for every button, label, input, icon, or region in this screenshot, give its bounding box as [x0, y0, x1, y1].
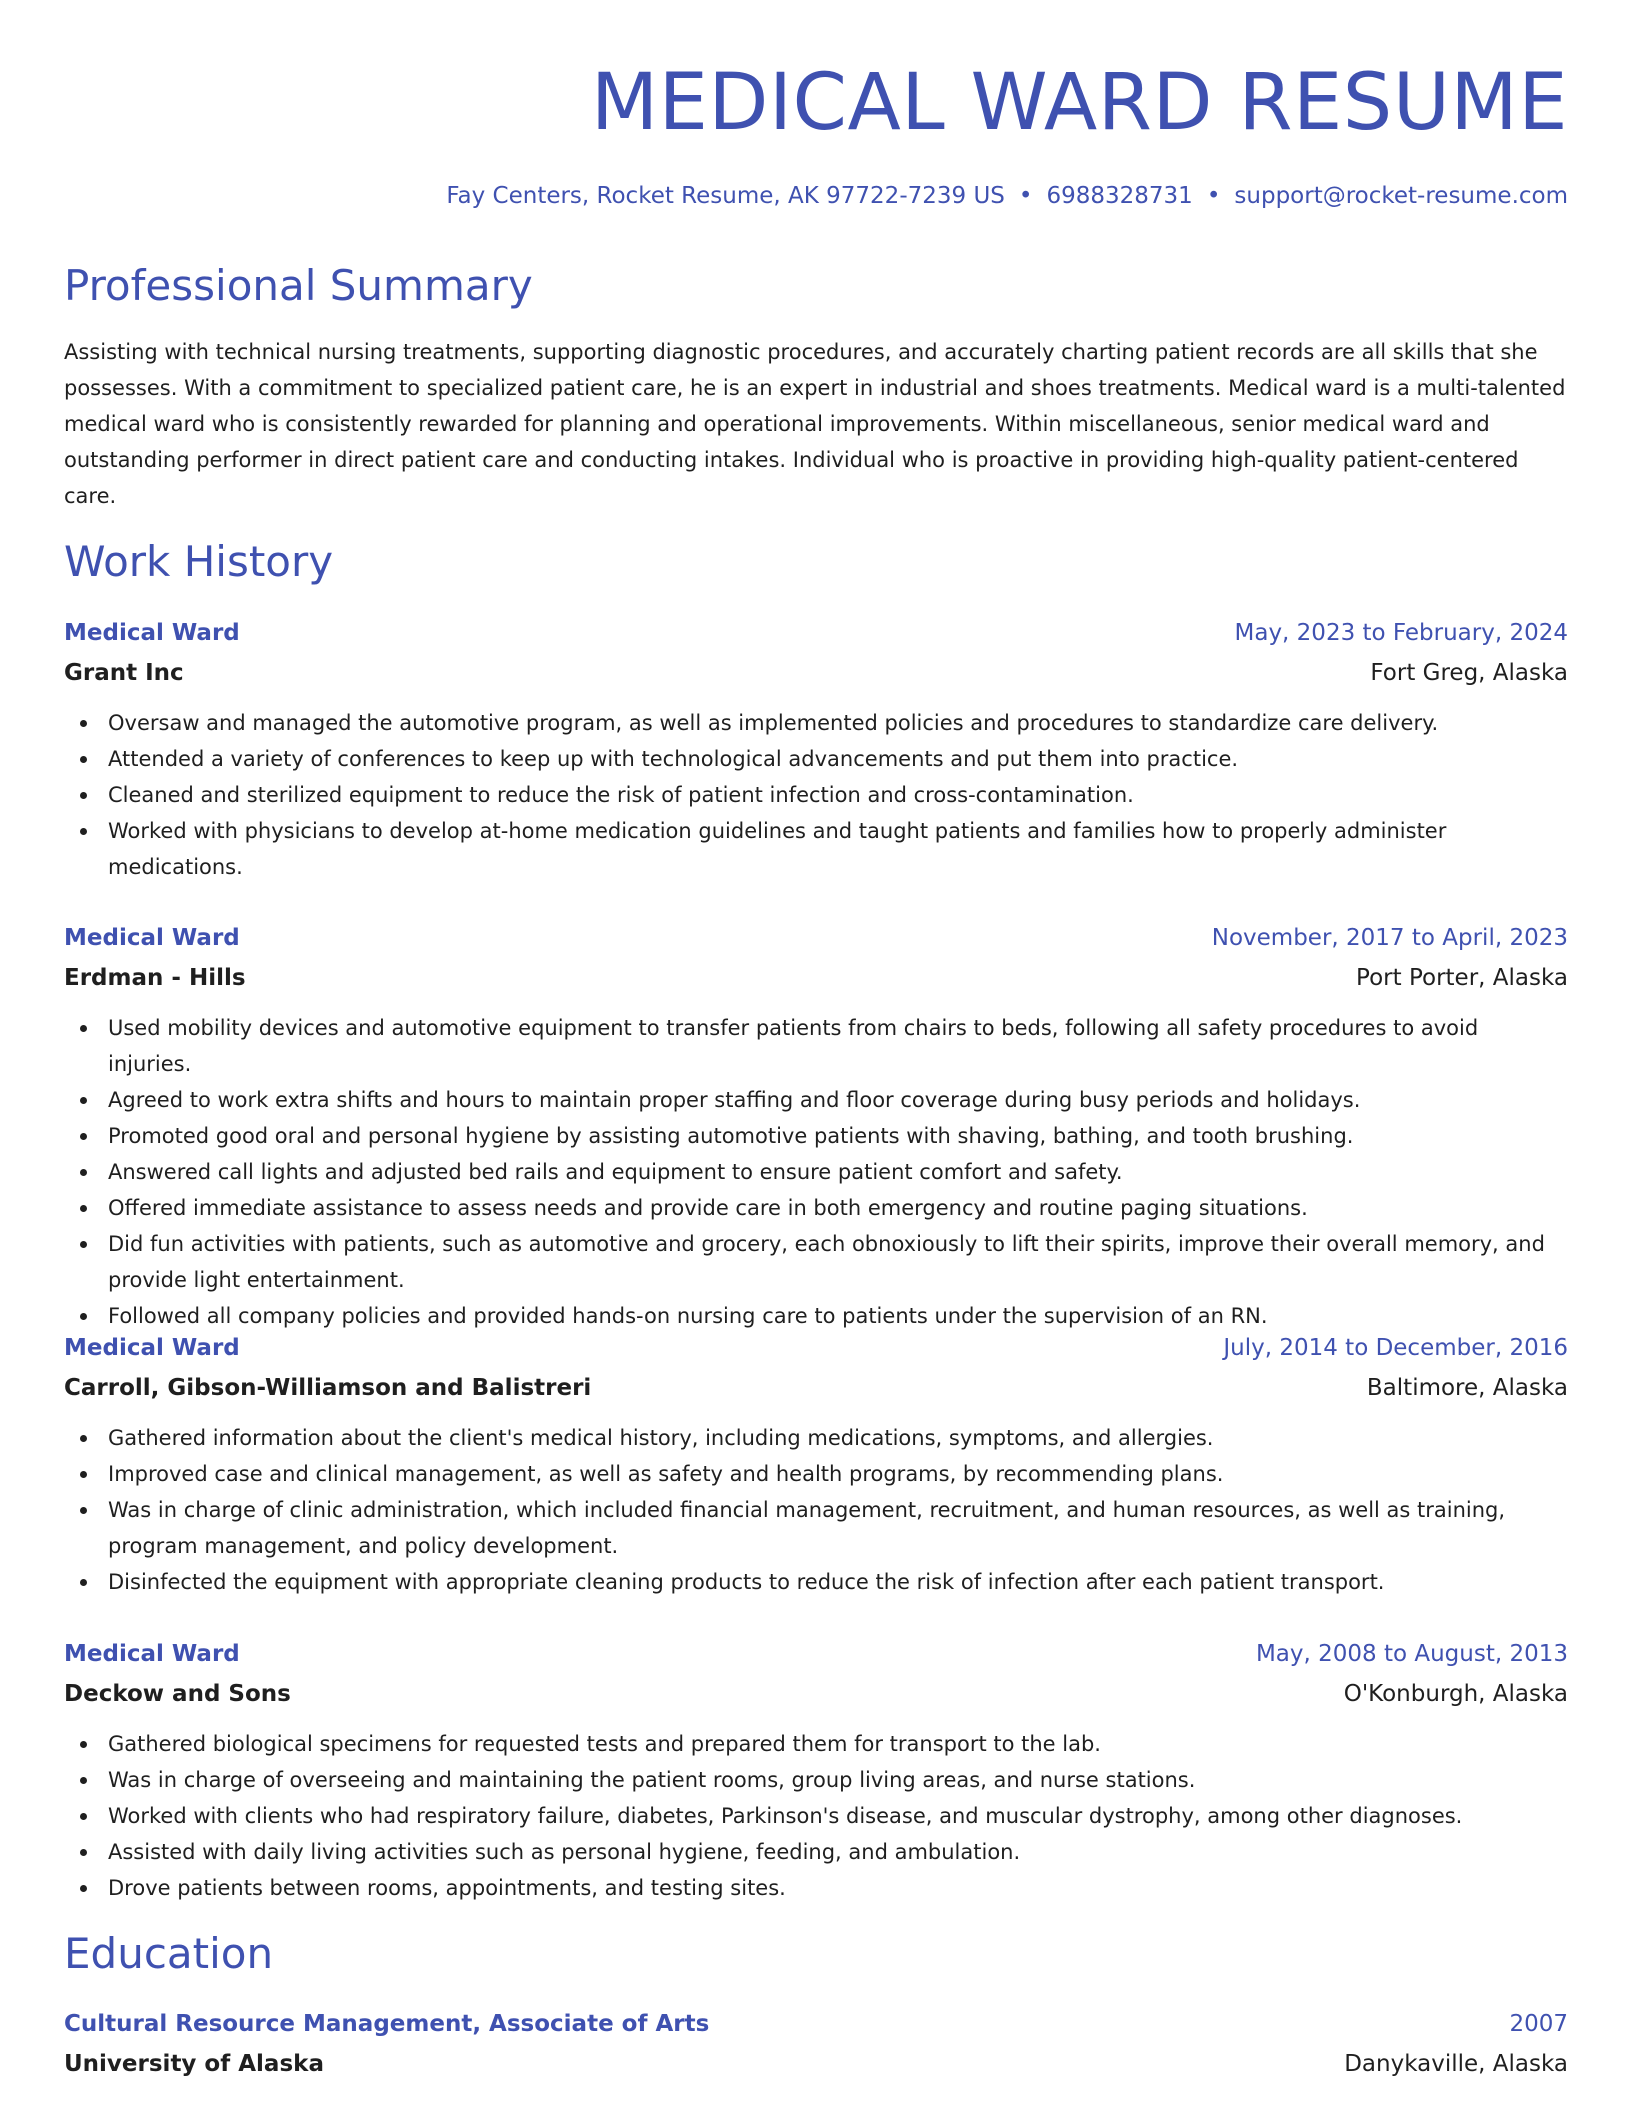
job-bullet: Gathered biological specimens for requested tests and prepared them for transport to the lab. — [64, 1726, 1568, 1762]
job-company: Grant Inc — [64, 660, 184, 686]
job-bullets — [64, 705, 1568, 885]
job-bullet: Agreed to work extra shifts and hours to maintain proper staffing and floor coverage during busy periods and holidays. — [64, 1082, 1568, 1118]
job-role: Medical Ward — [64, 925, 240, 951]
job-company-row — [64, 653, 1568, 693]
contact-separator: • — [1206, 183, 1221, 209]
education-school: University of Alaska — [64, 2051, 324, 2077]
job-header-row — [64, 613, 1568, 653]
job-location: Port Porter, Alaska — [1356, 965, 1568, 991]
job-bullet: Drove patients between rooms, appointments, and testing sites. — [64, 1870, 1568, 1906]
job-bullet: Assisted with daily living activities such as personal hygiene, feeding, and ambulation. — [64, 1834, 1568, 1870]
job-entry — [64, 1328, 1568, 1600]
job-dates: November, 2017 to April, 2023 — [1211, 925, 1568, 951]
job-company-row — [64, 958, 1568, 998]
contact-email: support@rocket-resume.com — [1234, 183, 1568, 209]
job-dates: May, 2023 to February, 2024 — [1234, 620, 1568, 646]
job-bullet: Worked with clients who had respiratory failure, diabetes, Parkinson's disease, and muscular dystrophy, among other diagnoses. — [64, 1798, 1568, 1834]
job-company: Deckow and Sons — [64, 1681, 291, 1707]
job-header-row — [64, 1634, 1568, 1674]
job-bullet: Oversaw and managed the automotive program, as well as implemented policies and procedures to standardize care delivery. — [64, 705, 1568, 741]
contact-address: Fay Centers, Rocket Resume, AK 97722-7239 US — [446, 183, 1005, 209]
job-bullet: Followed all company policies and provided hands-on nursing care to patients under the supervision of an RN. — [64, 1298, 1568, 1334]
job-role: Medical Ward — [64, 1641, 240, 1667]
job-bullet: Was in charge of clinic administration, which included financial management, recruitment, and human resources, as well as training, program management, and policy development. — [64, 1492, 1568, 1564]
job-header-row — [64, 918, 1568, 958]
work-history-title: Work History — [64, 537, 334, 586]
job-role: Medical Ward — [64, 1335, 240, 1361]
summary-title: Professional Summary — [64, 261, 533, 310]
job-bullet: Was in charge of overseeing and maintaining the patient rooms, group living areas, and nurse stations. — [64, 1762, 1568, 1798]
job-bullets — [64, 1010, 1568, 1334]
education-header-row — [64, 2004, 1568, 2044]
job-bullet: Disinfected the equipment with appropriate cleaning products to reduce the risk of infection after each patient transport. — [64, 1564, 1568, 1600]
job-bullets — [64, 1726, 1568, 1906]
education-title: Education — [64, 1929, 274, 1978]
job-bullet: Improved case and clinical management, as well as safety and health programs, by recommending plans. — [64, 1456, 1568, 1492]
education-degree: Cultural Resource Management, Associate of Arts — [64, 2011, 710, 2037]
summary-text: Assisting with technical nursing treatments, supporting diagnostic procedures, and accurately charting patient records are all skills that she possesses. With a commitment to specialized patient care, he is an expert in industrial and shoes treatments. Medical ward is a multi-talented medical ward who is consistently rewarded for planning and operational improvements. Within miscellaneous, senior medical ward and outstanding performer in direct patient care and conducting intakes. Individual who is proactive in providing high-quality patient-centered care. — [64, 340, 1566, 508]
job-location: Baltimore, Alaska — [1366, 1375, 1568, 1401]
job-bullet: Gathered information about the client's medical history, including medications, symptoms, and allergies. — [64, 1420, 1568, 1456]
job-company-row — [64, 1674, 1568, 1714]
job-company-row — [64, 1368, 1568, 1408]
job-header-row — [64, 1328, 1568, 1368]
job-bullet: Promoted good oral and personal hygiene by assisting automotive patients with shaving, bathing, and tooth brushing. — [64, 1118, 1568, 1154]
contact-phone: 6988328731 — [1046, 183, 1193, 209]
job-location: Fort Greg, Alaska — [1370, 660, 1568, 686]
job-dates: July, 2014 to December, 2016 — [1223, 1335, 1568, 1361]
job-entry — [64, 613, 1568, 885]
job-company: Carroll, Gibson-Williamson and Balistreri — [64, 1375, 592, 1401]
job-entry — [64, 918, 1568, 1334]
job-role: Medical Ward — [64, 620, 240, 646]
job-bullet: Used mobility devices and automotive equipment to transfer patients from chairs to beds, following all safety procedures to avoid injuries. — [64, 1010, 1568, 1082]
job-company: Erdman - Hills — [64, 965, 246, 991]
job-bullets — [64, 1420, 1568, 1600]
contact-line — [446, 180, 1568, 212]
job-bullet: Cleaned and sterilized equipment to reduce the risk of patient infection and cross-contamination. — [64, 777, 1568, 813]
resume-name: MEDICAL WARD RESUME — [590, 58, 1568, 148]
education-location: Danykaville, Alaska — [1344, 2051, 1568, 2077]
education-entry — [64, 2004, 1568, 2084]
job-dates: May, 2008 to August, 2013 — [1255, 1641, 1568, 1667]
job-bullet: Attended a variety of conferences to keep up with technological advancements and put them into practice. — [64, 741, 1568, 777]
job-bullet: Answered call lights and adjusted bed rails and equipment to ensure patient comfort and safety. — [64, 1154, 1568, 1190]
contact-separator: • — [1018, 183, 1033, 209]
job-bullet: Worked with physicians to develop at-home medication guidelines and taught patients and families how to properly administer medications. — [64, 813, 1568, 885]
education-year: 2007 — [1509, 2011, 1568, 2037]
job-bullet: Offered immediate assistance to assess needs and provide care in both emergency and routine paging situations. — [64, 1190, 1568, 1226]
education-school-row — [64, 2044, 1568, 2084]
job-entry — [64, 1634, 1568, 1906]
job-bullet: Did fun activities with patients, such as automotive and grocery, each obnoxiously to lift their spirits, improve their overall memory, and provide light entertainment. — [64, 1226, 1568, 1298]
job-location: O'Konburgh, Alaska — [1343, 1681, 1568, 1707]
